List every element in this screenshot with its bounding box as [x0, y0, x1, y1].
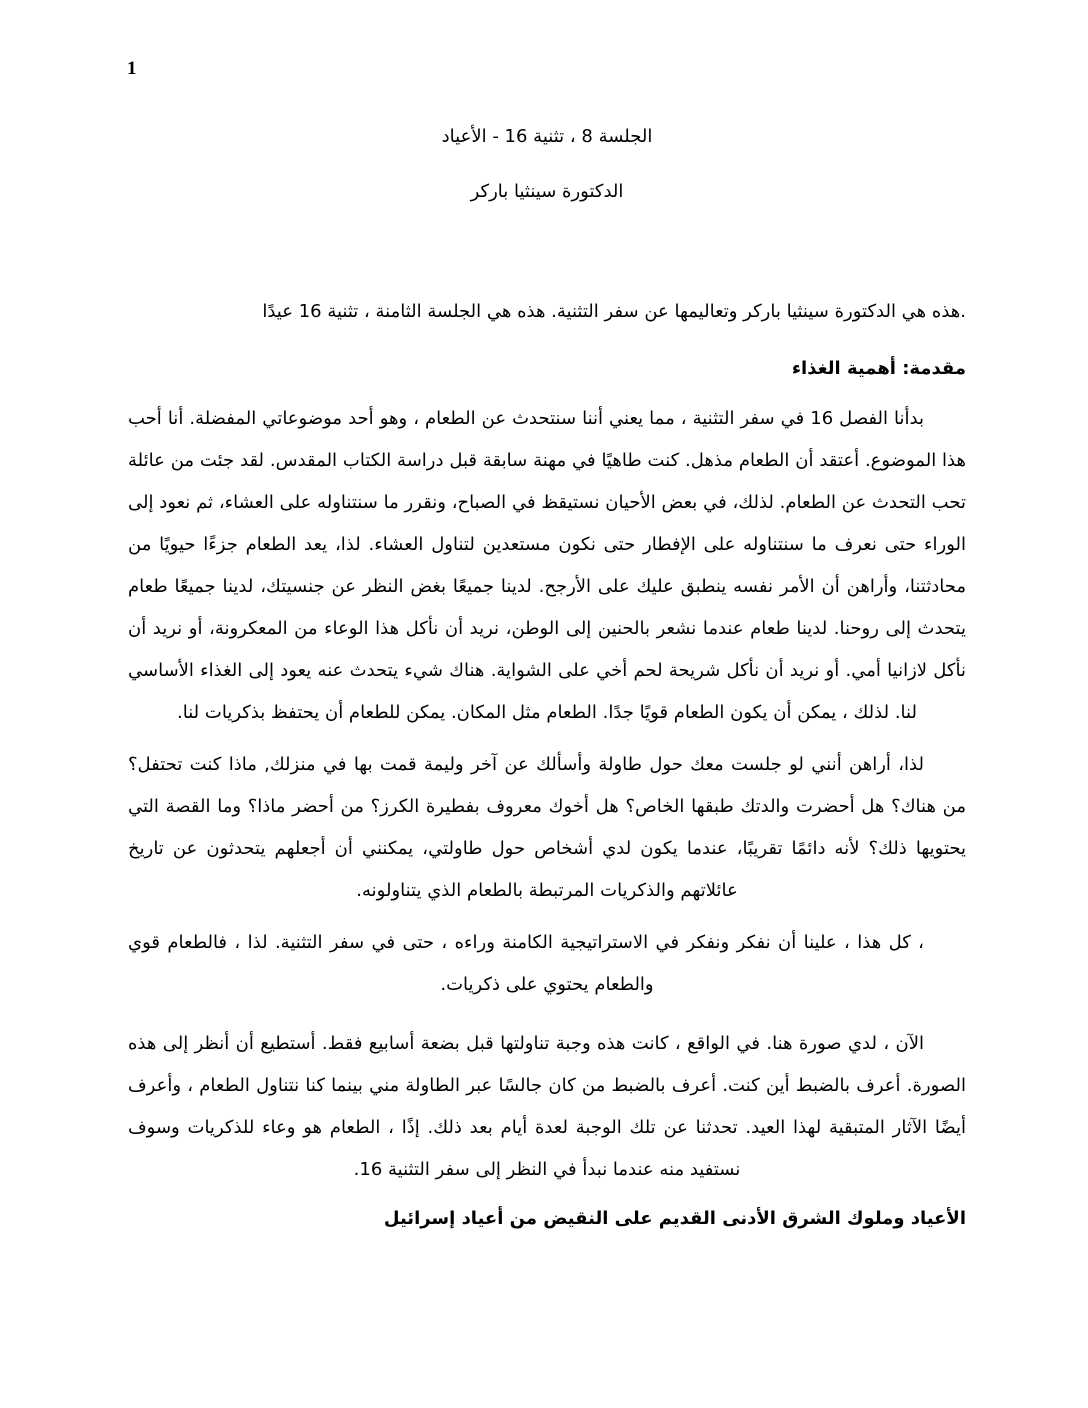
document-paragraph: بدأنا الفصل 16 في سفر التثنية ، مما يعني أننا سنتحدث عن الطعام ، وهو أحد موضوعاتي المفضلة. أنا أحب هذا الموضوع. أعتقد أن الطعام مذهل. كنت طاهيًا في مهنة سابقة قبل دراسة الكتاب المقدس. لقد جئت من عائلة تحب التحدث عن الطعام. لذلك، في بعض الأحيان نستيقظ في الصباح، ونقرر ما سنتناوله على العشاء، ثم نعود إلى الوراء حتى نعرف ما سنتناوله على الإفطار حتى نكون مستعدين لتناول العشاء. لذا، يعد الطعام جزءًا حيويًا من محادثتنا، وأراهن أن الأمر نفسه ينطبق عليك على الأرجح. لدينا جميعًا بغض النظر عن جنسيتك، لدينا جميعًا طعام يتحدث إلى روحنا. لدينا طعام عندما نشعر بالحنين إلى الوطن، نريد أن نأكل هذا الوعاء من المعكرونة، أو نريد أن نأكل لازانيا أمي. أو نريد أن نأكل شريحة لحم أخي على الشواية. هناك شيء يتحدث عنه يعود إلى الغذاء الأساسي لنا. لذلك ، يمكن أن يكون الطعام قويًا جدًا. الطعام مثل المكان. يمكن للطعام أن يحتفظ بذكريات لنا.	[128, 408, 966, 723]
page-number: 1	[127, 58, 137, 79]
document-heading: الأعياد وملوك الشرق الأدنى القديم على النقيض من أعياد إسرائيل	[383, 1208, 966, 1229]
document-content	[128, 0, 966, 1240]
document-title: الجلسة 8 ، تثنية 16 - الأعياد	[441, 126, 653, 147]
document-paragraph: لذا، أراهن أنني لو جلست معك حول طاولة وأسألك عن آخر وليمة قمت بها في منزلك, ماذا كنت تحتفل؟ من هناك؟ هل أحضرت والدتك طبقها الخاص؟ هل أخوك معروف بفطيرة الكرز؟ من أحضر ماذا؟ وما القصة التي يحتويها ذلك؟ لأنه دائمًا تقريبًا، عندما يكون لدي أشخاص حول طاولتي، يمكنني أن أجعلهم يتحدثون عن تاريخ عائلاتهم والذكريات المرتبطة بالطعام الذي يتناولونه.	[128, 754, 966, 901]
document-body	[128, 291, 966, 1240]
document-paragraph: الآن ، لدي صورة هنا. في الواقع ، كانت هذه وجبة تناولتها قبل بضعة أسابيع فقط. أستطيع أن أنظر إلى هذه الصورة. أعرف بالضبط أين كنت. أعرف بالضبط من كان جالسًا عبر الطاولة مني بينما كنا نتناول الطعام ، وأعرف أيضًا الآثار المتبقية لهذا العيد. تحدثنا عن تلك الوجبة لعدة أيام بعد ذلك. إذًا ، الطعام هو وعاء للذكريات وسوف نستفيد منه عندما نبدأ في النظر إلى سفر التثنية 16.	[128, 1033, 966, 1180]
document-paragraph: .هذه هي الدكتورة سينثيا باركر وتعاليمها عن سفر التثنية. هذه هي الجلسة الثامنة ، تثنية 16 عيدًا	[262, 301, 966, 322]
document-author: الدكتورة سينثيا باركر	[470, 181, 624, 202]
document-paragraph: ، كل هذا ، علينا أن نفكر ونفكر في الاستراتيجية الكامنة وراءه ، حتى في سفر التثنية. لذا ، فالطعام قوي والطعام يحتوي على ذكريات.	[128, 932, 924, 995]
document-heading: مقدمة: أهمية الغذاء	[791, 358, 966, 379]
